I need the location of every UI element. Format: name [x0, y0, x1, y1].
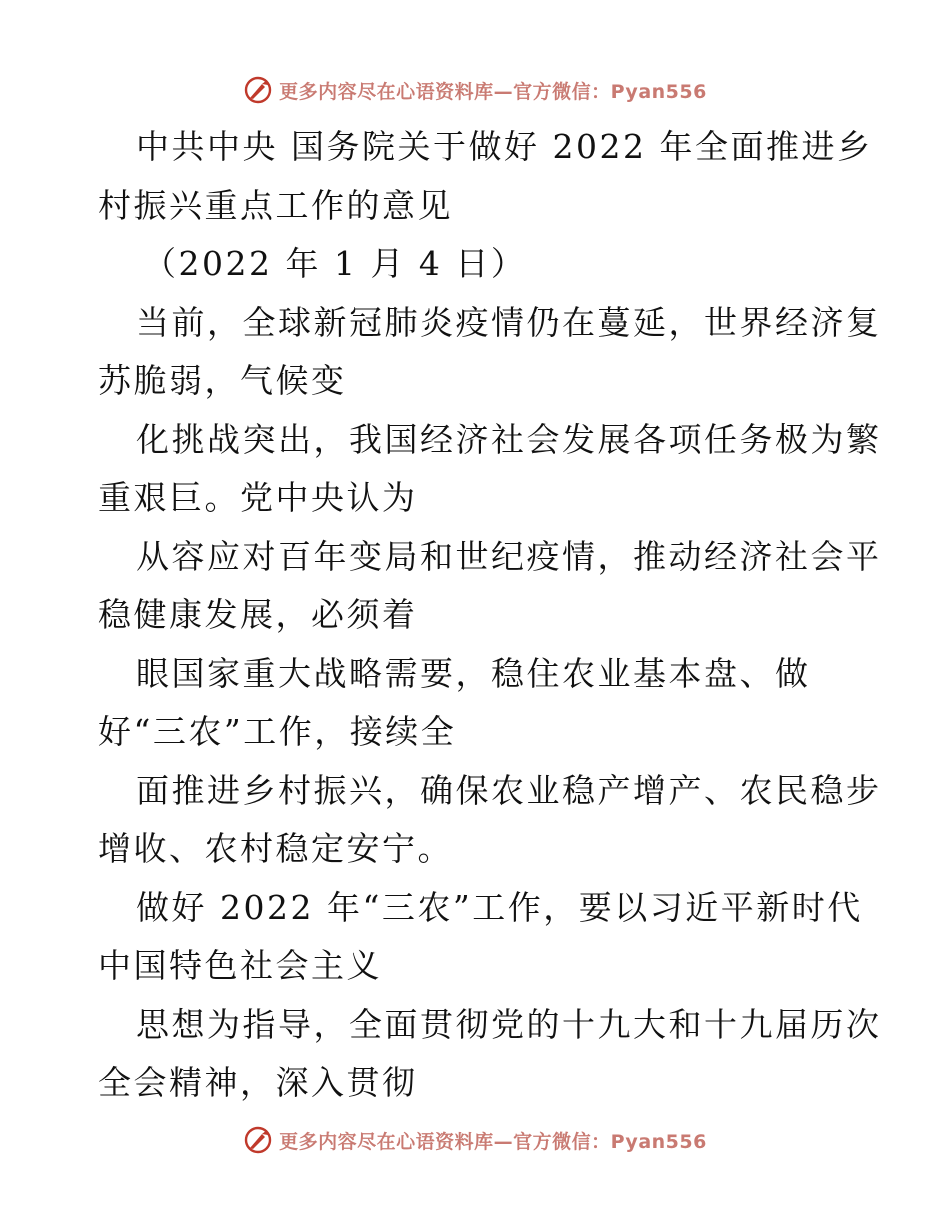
header-banner	[0, 70, 950, 110]
paragraph-line: 重艰巨。党中央认为	[98, 478, 418, 517]
title-line-1: 中共中央 国务院关于做好 2022 年全面推进乡	[136, 127, 873, 166]
paragraph-line: 增收、农村稳定安宁。	[98, 829, 453, 868]
paragraph-line: 化挑战突出，我国经济社会发展各项任务极为繁	[136, 419, 882, 459]
header-banner-text: 更多内容尽在心语资料库—官方微信：Pyan556	[279, 80, 707, 103]
paragraph-line: 稳健康发展，必须着	[98, 595, 418, 634]
paragraph-line: 好“三农”工作，接续全	[98, 712, 457, 751]
feather-pen-logo-icon	[243, 1125, 273, 1155]
date-line: （2022 年 1 月 4 日）	[143, 244, 527, 283]
paragraph-line: 做好 2022 年“三农”工作，要以习近平新时代	[136, 887, 863, 927]
paragraph-line: 思想为指导，全面贯彻党的十九大和十九届历次	[136, 1004, 882, 1044]
title-line-2: 村振兴重点工作的意见	[98, 185, 453, 225]
paragraph-line: 从容应对百年变局和世纪疫情，推动经济社会平	[136, 536, 882, 576]
footer-banner-text: 更多内容尽在心语资料库—官方微信：Pyan556	[279, 1130, 707, 1153]
feather-pen-logo-icon	[243, 75, 273, 105]
paragraph-line: 中国特色社会主义	[98, 946, 382, 985]
paragraph-line: 全会精神，深入贯彻	[98, 1063, 418, 1102]
document-body	[98, 118, 882, 1113]
footer-banner	[0, 1120, 950, 1160]
paragraph-line: 苏脆弱，气候变	[98, 361, 347, 400]
paragraph-line: 当前，全球新冠肺炎疫情仍在蔓延，世界经济复	[136, 302, 882, 342]
paragraph-line: 眼国家重大战略需要，稳住农业基本盘、做	[136, 653, 811, 693]
paragraph-line: 面推进乡村振兴，确保农业稳产增产、农民稳步	[136, 770, 882, 810]
